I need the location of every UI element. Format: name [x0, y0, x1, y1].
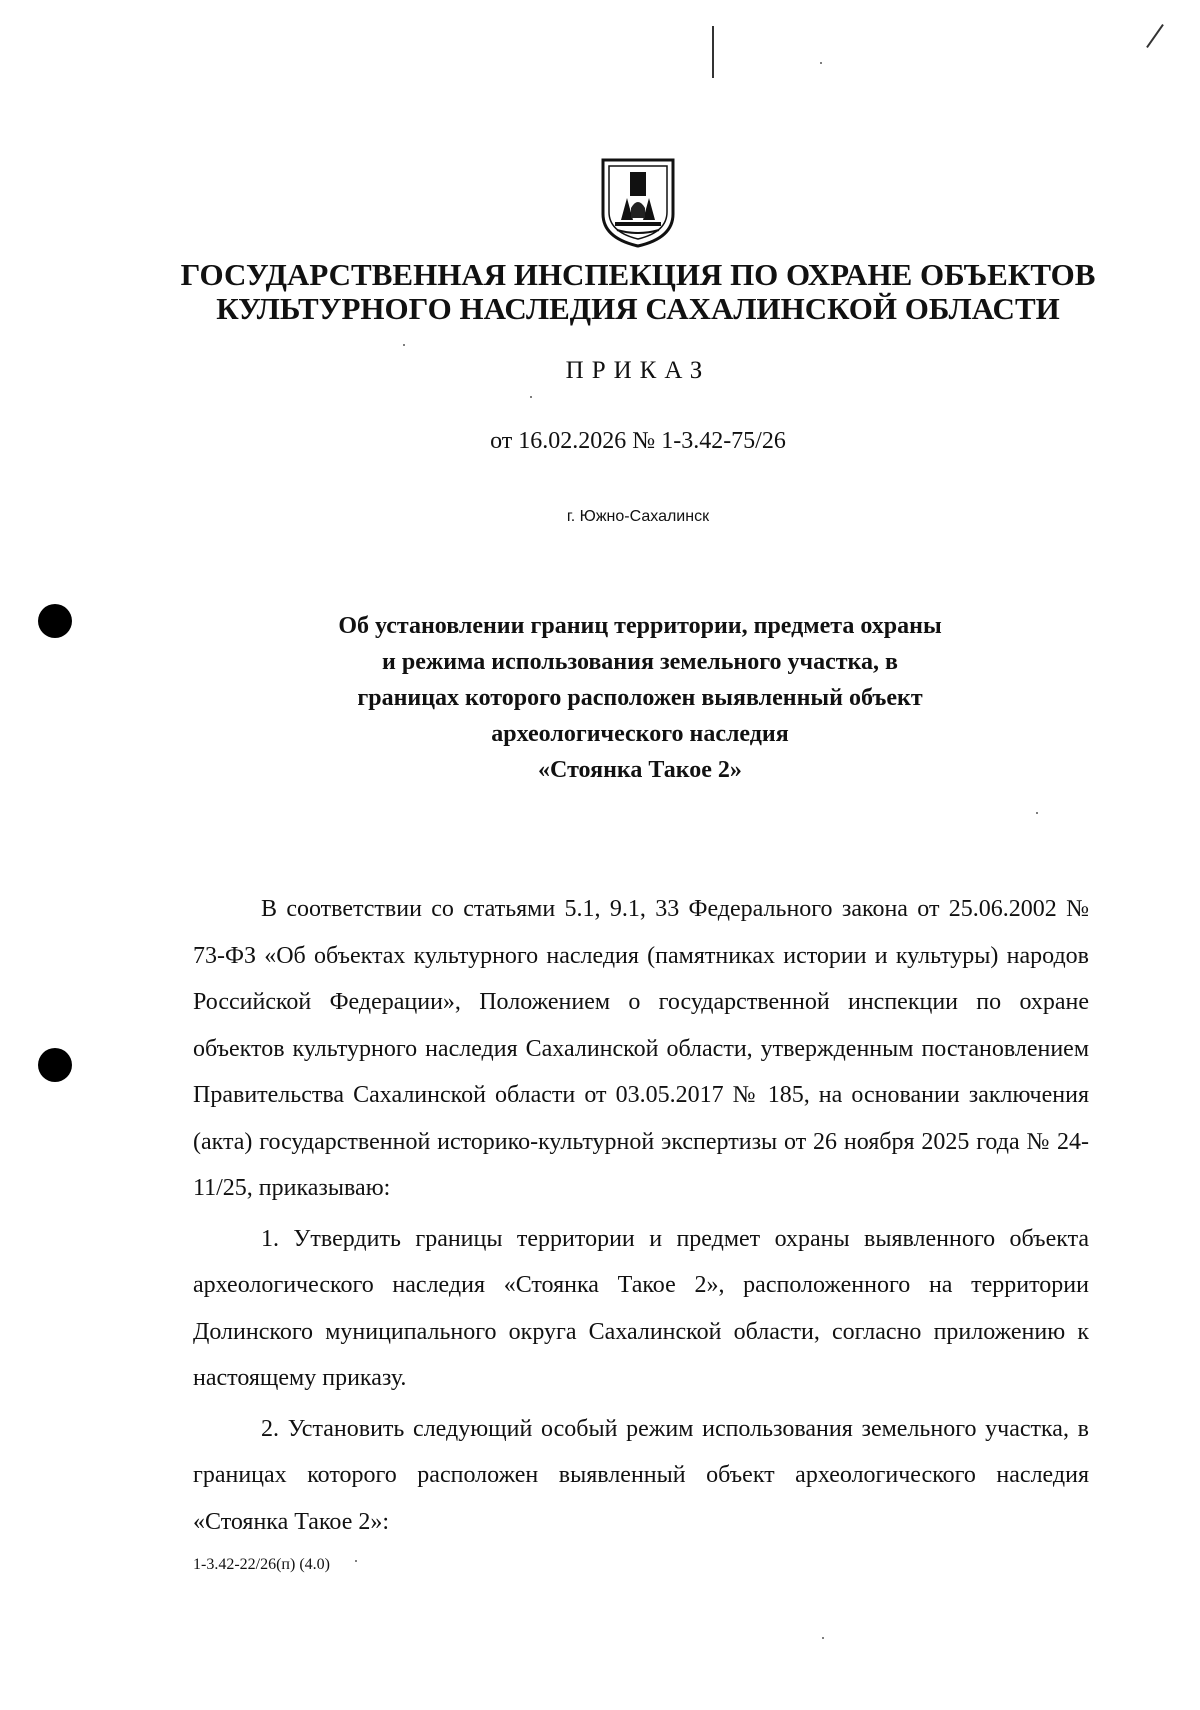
sakhalin-coat-of-arms-icon — [597, 156, 679, 248]
scan-speck — [355, 1560, 357, 1562]
organization-title-line1: ГОСУДАРСТВЕННАЯ ИНСПЕКЦИЯ ПО ОХРАНЕ ОБЪЕКТОВ — [180, 257, 1096, 292]
scan-corner-mark — [1146, 24, 1164, 48]
order-body — [193, 886, 1089, 1545]
scan-speck — [403, 344, 405, 346]
scan-mark-line — [712, 26, 714, 78]
scan-speck — [530, 396, 532, 398]
body-paragraph-item-2: 2. Установить следующий особый режим использования земельного участка, в границах которого расположен выявленный объект археологического наследия «Стоянка Такое 2»: — [193, 1415, 1089, 1535]
scan-speck — [820, 62, 822, 64]
scan-speck — [822, 1637, 824, 1639]
subject-line: Об установлении границ территории, предмета охраны — [338, 613, 942, 639]
body-paragraph-item-1: 1. Утвердить границы территории и предмет охраны выявленного объекта археологического наследия «Стоянка Такое 2», расположенного на территории Долинского муниципального округа Сахалинской области, согласно приложению к настоящему приказу. — [193, 1225, 1089, 1391]
punch-hole-bottom-icon — [38, 1048, 72, 1082]
organization-title-line2: КУЛЬТУРНОГО НАСЛЕДИЯ САХАЛИНСКОЙ ОБЛАСТИ — [216, 291, 1060, 326]
scan-speck — [1036, 812, 1038, 814]
order-subject — [260, 608, 1020, 788]
subject-line: границах которого расположен выявленный объект — [357, 685, 923, 711]
document-code: 1-3.42-22/26(п) (4.0) — [193, 1556, 330, 1573]
subject-line: «Стоянка Такое 2» — [538, 757, 742, 783]
punch-hole-top-icon — [38, 604, 72, 638]
subject-line: археологического наследия — [491, 721, 789, 747]
city: г. Южно-Сахалинск — [566, 508, 710, 525]
order-date-number: от 16.02.2026 № 1-3.42-75/26 — [490, 428, 786, 454]
document-type: ПРИКАЗ — [565, 357, 711, 384]
body-paragraph-preamble: В соответствии со статьями 5.1, 9.1, 33 Федерального закона от 25.06.2002 № 73-ФЗ «Об объектах культурного наследия (памятниках истории и культуры) народов Российской Федерации», Положением о государственной инспекции по охране объектов культурного наследия Сахалинской области, утвержденным постановлением Правительства Сахалинской области от 03.05.2017 № 185, на основании заключения (акта) государственной историко-культурной экспертизы от 26 ноября 2025 года № 24-11/25, приказываю: — [193, 896, 1089, 1201]
organization-title — [100, 258, 1176, 326]
subject-line: и режима использования земельного участка, в — [382, 649, 898, 675]
